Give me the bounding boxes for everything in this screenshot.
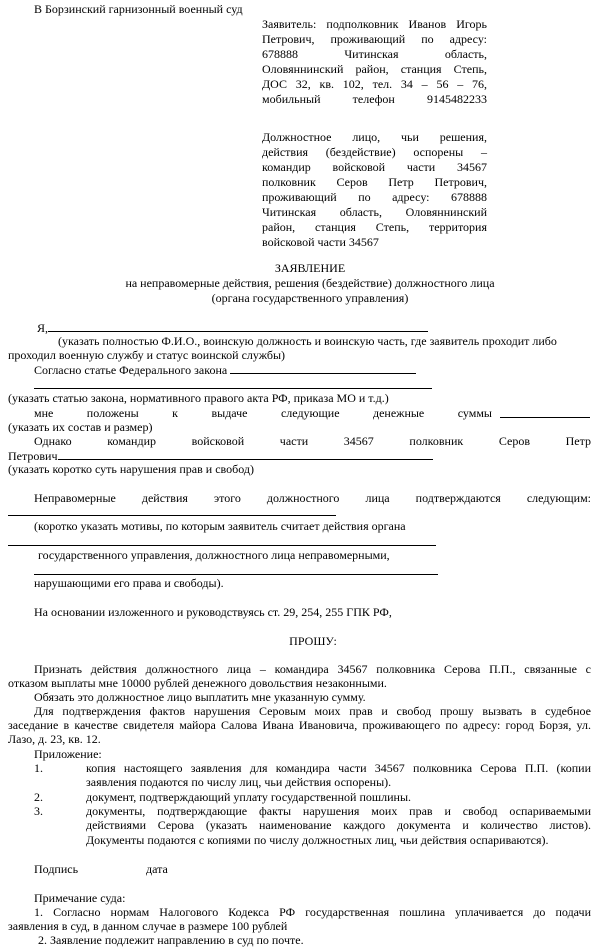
note-2: 2. Заявление подлежит направлению в суд по почте.	[38, 933, 304, 947]
attachment-number: 3.	[34, 804, 43, 818]
applicant-line: ДОС 32, кв. 102, тел. 34 – 56 – 76,	[262, 77, 487, 91]
fio-blank[interactable]	[48, 320, 428, 332]
attachment-text: документы, подтверждающие факты нарушения моих прав и свобод оспариваемыми	[86, 804, 591, 818]
attachment-text: копия настоящего заявления для командира части 34567 полковника Серова П.П. (копии	[86, 761, 591, 775]
official-line: Должностное лицо, чьи решения,	[262, 130, 487, 144]
applicant-line: Петрович, проживающий по адресу:	[262, 32, 487, 46]
money-blank-line	[500, 406, 590, 422]
law-line	[34, 362, 416, 378]
motives-blank[interactable]	[8, 534, 436, 546]
document-subtitle: на неправомерные действия, решения (бездействие) должностного лица	[125, 276, 495, 290]
attachments-title: Приложение:	[34, 747, 102, 761]
attachment-text: Документы подаются с копиями по числу должностных лиц, чьи действия оспариваются).	[86, 833, 549, 847]
confirmed-line: Неправомерные действия этого должностного лица подтверждаются следующим:	[34, 491, 591, 505]
hint-money: (указать их состав и размер)	[8, 420, 153, 434]
request-3: Для подтверждения фактов нарушения Серовым моих прав и свобод прошу вызвать в судебное	[34, 704, 591, 718]
note-1-cont: заявления в суд, в данном случае в размере 100 рублей	[8, 919, 288, 933]
official-block	[262, 130, 487, 250]
hint-violation: (указать коротко суть нарушения прав и свобод)	[8, 462, 254, 476]
hint-law: (указать статью закона, нормативного правого акта РФ, приказа МО и т.д.)	[8, 391, 389, 405]
note-title: Примечание суда:	[34, 891, 126, 905]
hint-fio: (указать полностью Ф.И.О., воинскую должность и воинскую часть, где заявитель проходит либо	[58, 334, 557, 348]
official-line: войсковой части 34567	[262, 235, 379, 249]
date-label: дата	[146, 862, 168, 876]
request-3-cont: заседание в качестве свидетеля майора Салова Ивана Ивановича, проживающего по адресу: город Борзя, ул.	[8, 718, 591, 732]
basis-line: На основании изложенного и руководствуясь ст. 29, 254, 255 ГПК РФ,	[34, 605, 392, 619]
hint-motives-2: государственного управления, должностного лица неправомерными,	[38, 548, 390, 562]
money-line: мне положены к выдаче следующие денежные суммы	[34, 406, 492, 420]
official-line: проживающий по адресу: 678888	[262, 190, 487, 204]
applicant-line: мобильный телефон 9145482233	[262, 92, 487, 106]
violation-blank[interactable]	[58, 448, 433, 460]
request-3-cont-2: Лазо, д. 23, кв. 12.	[8, 732, 101, 746]
however-line: Однако командир войсковой части 34567 полковник Серов Петр	[34, 434, 591, 448]
request-heading: ПРОШУ:	[289, 634, 337, 648]
money-blank[interactable]	[500, 406, 590, 418]
request-1: Признать действия должностного лица – командира 34567 полковника Серова П.П., связанные с	[34, 662, 591, 676]
court-name: В Борзинский гарнизонный военный суд	[34, 2, 243, 16]
petrovich-label: Петрович	[8, 449, 58, 463]
ya-label: Я,	[37, 321, 49, 335]
law-blank-2[interactable]	[34, 377, 432, 389]
attachment-text: действиями Серова (указать наименование каждого документа и количество листов).	[86, 818, 591, 832]
confirm-blank-line	[8, 504, 336, 520]
applicant-line: Оловяннинский район, станция Степь,	[262, 62, 487, 76]
attachment-text: заявления подаются по числу лиц, чьи действия оспорены).	[86, 775, 392, 789]
official-line: Читинская область, Оловяннинский	[262, 205, 487, 219]
signature-label: Подпись	[34, 862, 79, 876]
hint-motives-3: нарушающими его права и свободы).	[34, 576, 224, 590]
applicant-line: 678888 Читинская область,	[262, 47, 487, 61]
document-title: ЗАЯВЛЕНИЕ	[274, 261, 346, 275]
request-2: Обязать это должностное лицо выплатить мне указанную сумму.	[34, 690, 366, 704]
official-line: полковник Серов Петр Петрович,	[262, 175, 487, 189]
hint-fio-2: проходил военную службу и статус воинской службы)	[8, 348, 286, 362]
motives-blank-2[interactable]	[34, 563, 438, 575]
request-1-cont: отказом выплаты мне 10000 рублей денежного довольствия незаконными.	[8, 676, 387, 690]
official-line: район, станция Степь, территория	[262, 220, 487, 234]
note-1: 1. Согласно нормам Налогового Кодекса РФ государственная пошлина уплачивается до подачи	[34, 905, 591, 919]
document-subtitle-2: (органа государственного управления)	[211, 291, 409, 305]
confirm-blank[interactable]	[8, 504, 336, 516]
attachment-number: 1.	[34, 761, 43, 775]
official-line: действия (бездействие) оспорены –	[262, 145, 487, 159]
applicant-line: Заявитель: подполковник Иванов Игорь	[262, 17, 487, 31]
attachment-number: 2.	[34, 790, 43, 804]
applicant-block	[262, 17, 487, 107]
law-blank[interactable]	[230, 362, 416, 374]
attachment-text: документ, подтверждающий уплату государственной пошлины.	[86, 790, 412, 804]
hint-motives: (коротко указать мотивы, по которым заявитель считает действия органа	[34, 519, 406, 533]
official-line: командир войсковой части 34567	[262, 160, 487, 174]
law-intro: Согласно статье Федерального закона	[34, 363, 228, 377]
